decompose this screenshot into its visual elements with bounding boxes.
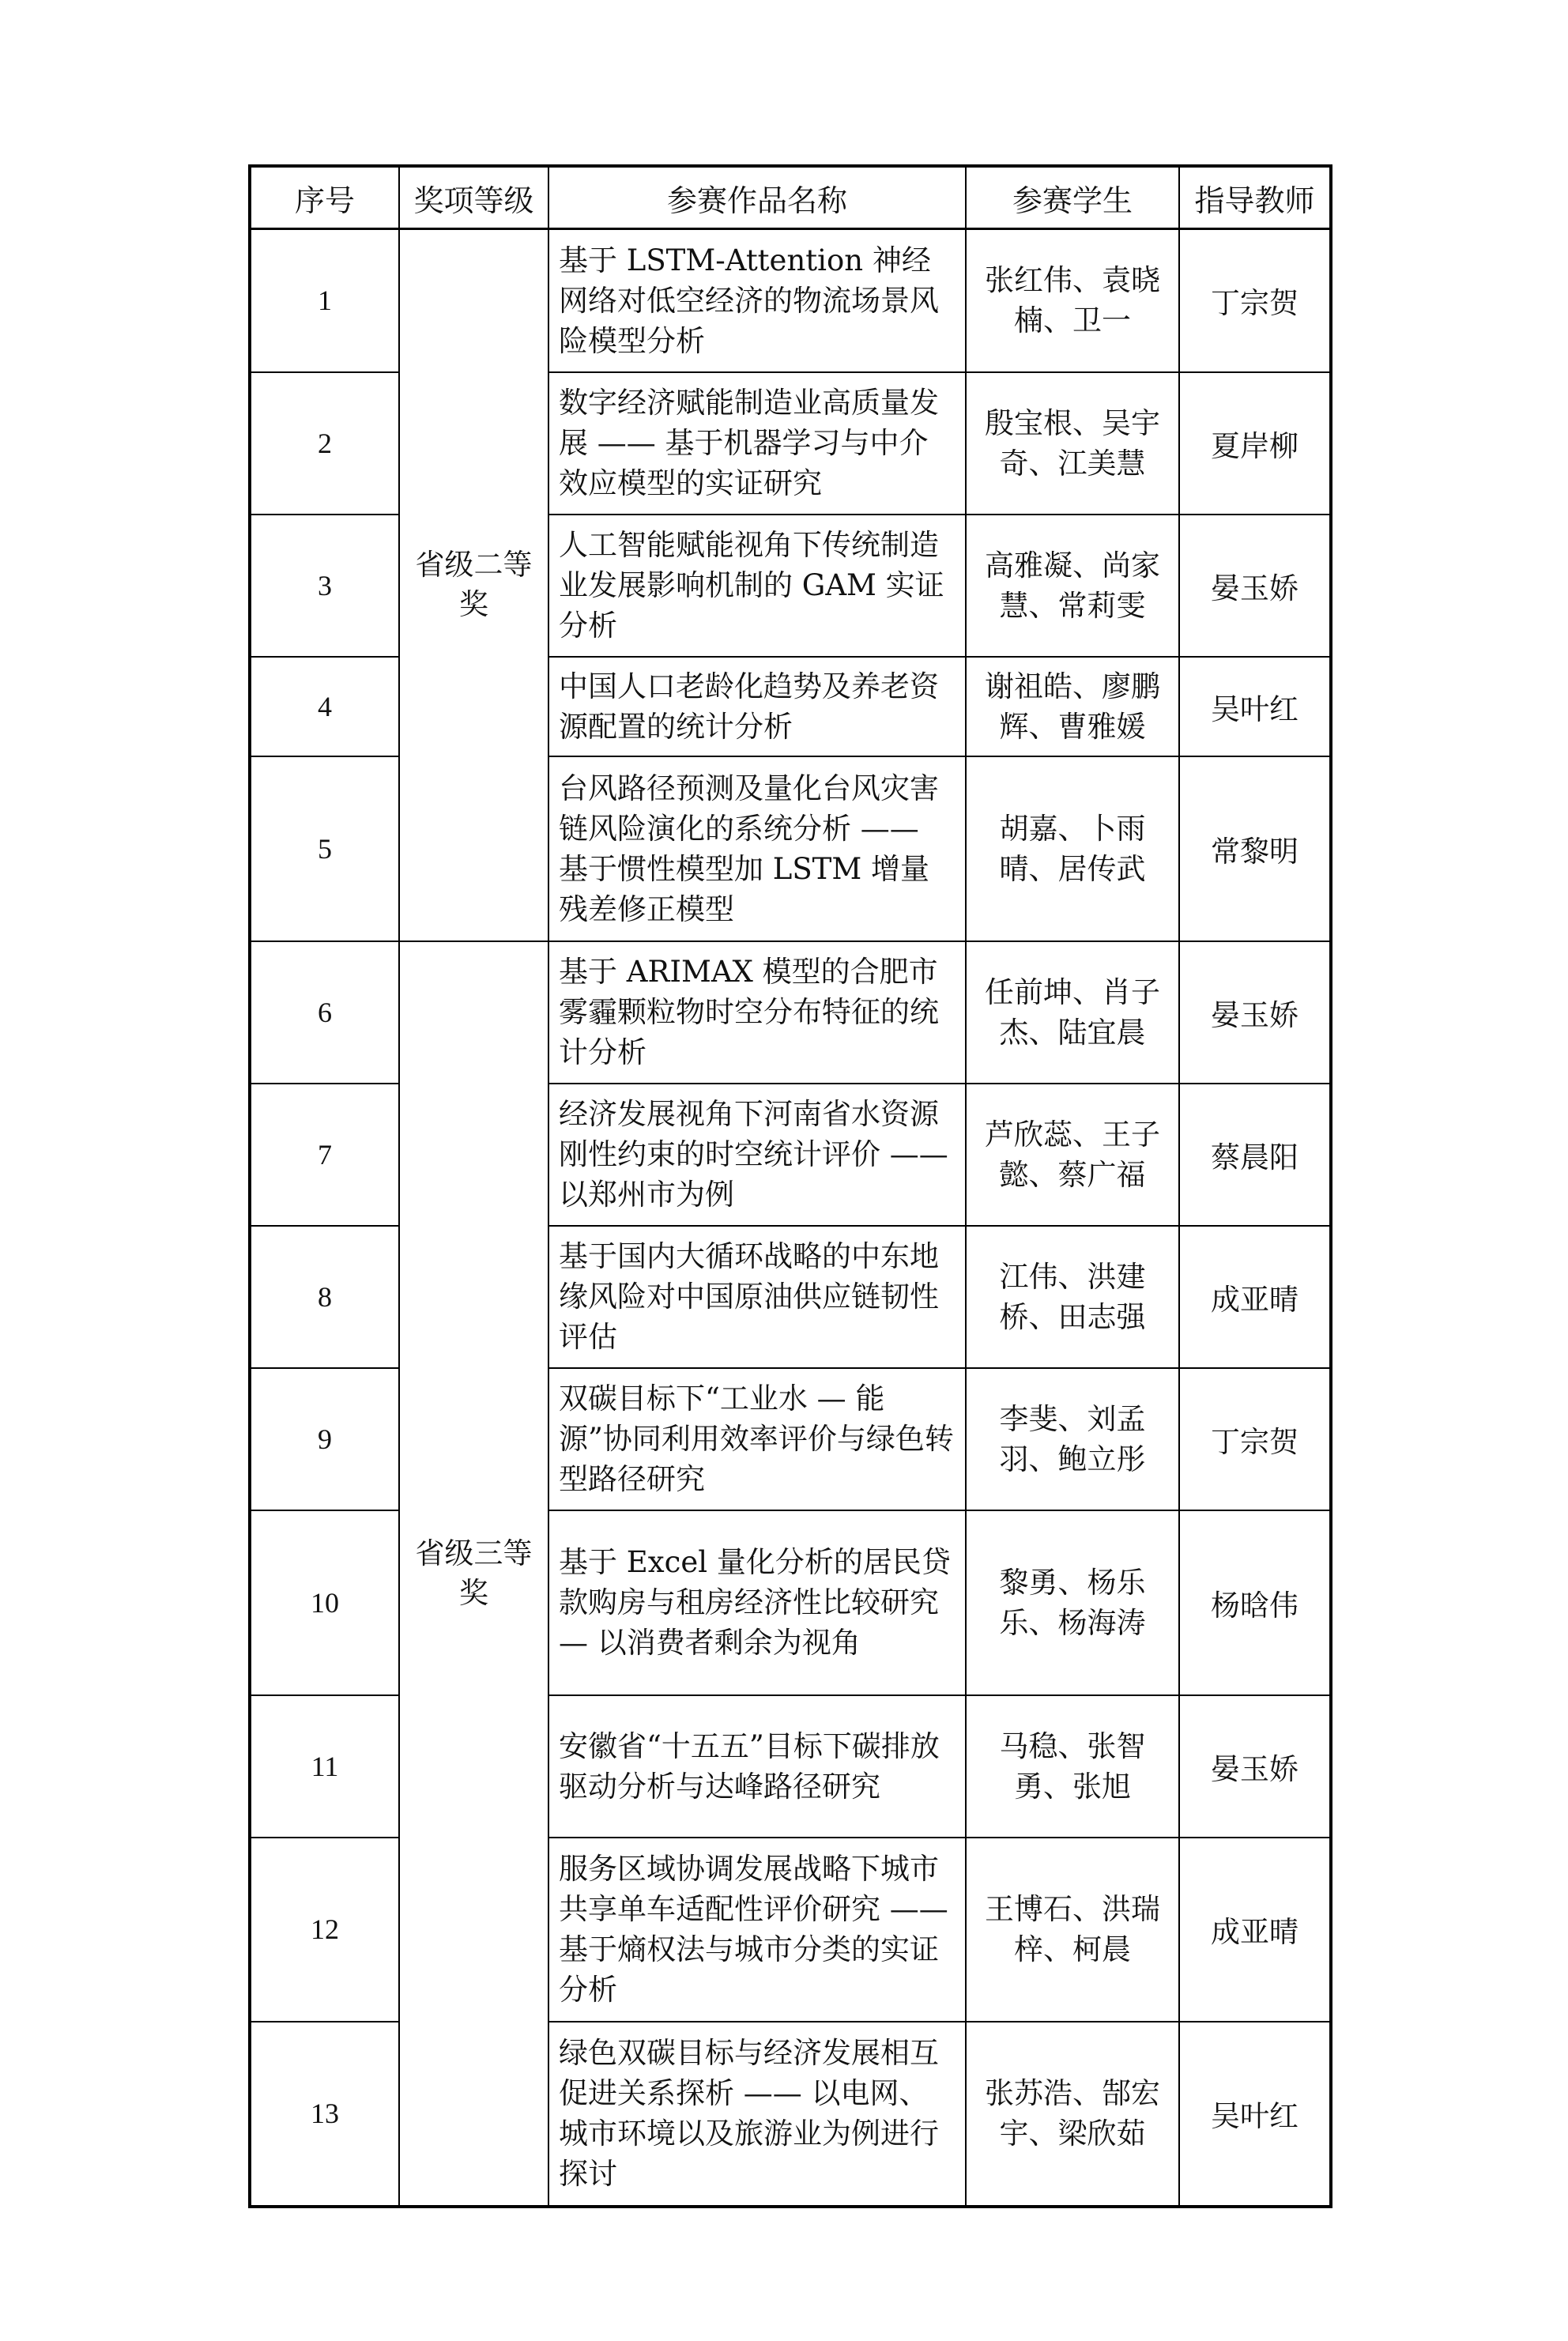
header-work-title: 参赛作品名称 <box>548 166 966 229</box>
students-cell: 张苏浩、郜宏宇、梁欣茹 <box>966 2022 1179 2207</box>
advisor-cell: 成亚晴 <box>1179 1226 1331 1368</box>
advisor-cell: 夏岸柳 <box>1179 372 1331 515</box>
work-title-cell: 人工智能赋能视角下传统制造业发展影响机制的 GAM 实证分析 <box>548 515 966 657</box>
students-cell: 芦欣蕊、王子懿、蔡广福 <box>966 1084 1179 1226</box>
serial-cell: 5 <box>250 756 399 941</box>
work-title-cell: 基于 LSTM-Attention 神经网络对低空经济的物流场景风险模型分析 <box>548 229 966 372</box>
advisor-cell: 常黎明 <box>1179 756 1331 941</box>
advisor-cell: 蔡晨阳 <box>1179 1084 1331 1226</box>
header-students: 参赛学生 <box>966 166 1179 229</box>
award-level-cell: 省级二等奖 <box>399 229 548 941</box>
students-cell: 高雅凝、尚家慧、常莉雯 <box>966 515 1179 657</box>
serial-cell: 8 <box>250 1226 399 1368</box>
work-title-cell: 服务区域协调发展战略下城市共享单车适配性评价研究 —— 基于熵权法与城市分类的实证分析 <box>548 1838 966 2022</box>
table-row <box>250 229 1331 372</box>
students-cell: 李斐、刘孟羽、鲍立彤 <box>966 1368 1179 1510</box>
work-title-cell: 基于 ARIMAX 模型的合肥市雾霾颗粒物时空分布特征的统计分析 <box>548 941 966 1084</box>
advisor-cell: 晏玉娇 <box>1179 941 1331 1084</box>
work-title-cell: 双碳目标下“工业水 — 能源”协同利用效率评价与绿色转型路径研究 <box>548 1368 966 1510</box>
table-header-row <box>250 166 1331 229</box>
work-title-cell: 数字经济赋能制造业高质量发展 —— 基于机器学习与中介效应模型的实证研究 <box>548 372 966 515</box>
advisor-cell: 晏玉娇 <box>1179 1695 1331 1838</box>
header-serial: 序号 <box>250 166 399 229</box>
work-title-cell: 基于国内大循环战略的中东地缘风险对中国原油供应链韧性评估 <box>548 1226 966 1368</box>
serial-cell: 13 <box>250 2022 399 2207</box>
advisor-cell: 杨晗伟 <box>1179 1510 1331 1695</box>
header-advisor: 指导教师 <box>1179 166 1331 229</box>
work-title-cell: 绿色双碳目标与经济发展相互促进关系探析 —— 以电网、城市环境以及旅游业为例进行探讨 <box>548 2022 966 2207</box>
students-cell: 王博石、洪瑞梓、柯晨 <box>966 1838 1179 2022</box>
serial-cell: 7 <box>250 1084 399 1226</box>
work-title-cell: 台风路径预测及量化台风灾害链风险演化的系统分析 —— 基于惯性模型加 LSTM 增量残差修正模型 <box>548 756 966 941</box>
serial-cell: 11 <box>250 1695 399 1838</box>
work-title-cell: 经济发展视角下河南省水资源刚性约束的时空统计评价 —— 以郑州市为例 <box>548 1084 966 1226</box>
advisor-cell: 吴叶红 <box>1179 2022 1331 2207</box>
serial-cell: 9 <box>250 1368 399 1510</box>
advisor-cell: 丁宗贺 <box>1179 229 1331 372</box>
serial-cell: 1 <box>250 229 399 372</box>
work-title-cell: 安徽省“十五五”目标下碳排放驱动分析与达峰路径研究 <box>548 1695 966 1838</box>
advisor-cell: 成亚晴 <box>1179 1838 1331 2022</box>
students-cell: 谢祖皓、廖鹏辉、曹雅媛 <box>966 657 1179 756</box>
work-title-cell: 基于 Excel 量化分析的居民贷款购房与租房经济性比较研究 — 以消费者剩余为视角 <box>548 1510 966 1695</box>
table-row <box>250 941 1331 1084</box>
serial-cell: 12 <box>250 1838 399 2022</box>
students-cell: 任前坤、肖子杰、陆宜晨 <box>966 941 1179 1084</box>
advisor-cell: 晏玉娇 <box>1179 515 1331 657</box>
advisor-cell: 吴叶红 <box>1179 657 1331 756</box>
students-cell: 黎勇、杨乐乐、杨海涛 <box>966 1510 1179 1695</box>
students-cell: 江伟、洪建桥、田志强 <box>966 1226 1179 1368</box>
award-level-cell: 省级三等奖 <box>399 941 548 2207</box>
award-table <box>248 164 1332 2208</box>
students-cell: 张红伟、袁晓楠、卫一 <box>966 229 1179 372</box>
advisor-cell: 丁宗贺 <box>1179 1368 1331 1510</box>
students-cell: 胡嘉、卜雨晴、居传武 <box>966 756 1179 941</box>
serial-cell: 3 <box>250 515 399 657</box>
work-title-cell: 中国人口老龄化趋势及养老资源配置的统计分析 <box>548 657 966 756</box>
header-award-level: 奖项等级 <box>399 166 548 229</box>
serial-cell: 2 <box>250 372 399 515</box>
serial-cell: 6 <box>250 941 399 1084</box>
serial-cell: 4 <box>250 657 399 756</box>
students-cell: 马稳、张智勇、张旭 <box>966 1695 1179 1838</box>
students-cell: 殷宝根、吴宇奇、江美慧 <box>966 372 1179 515</box>
serial-cell: 10 <box>250 1510 399 1695</box>
